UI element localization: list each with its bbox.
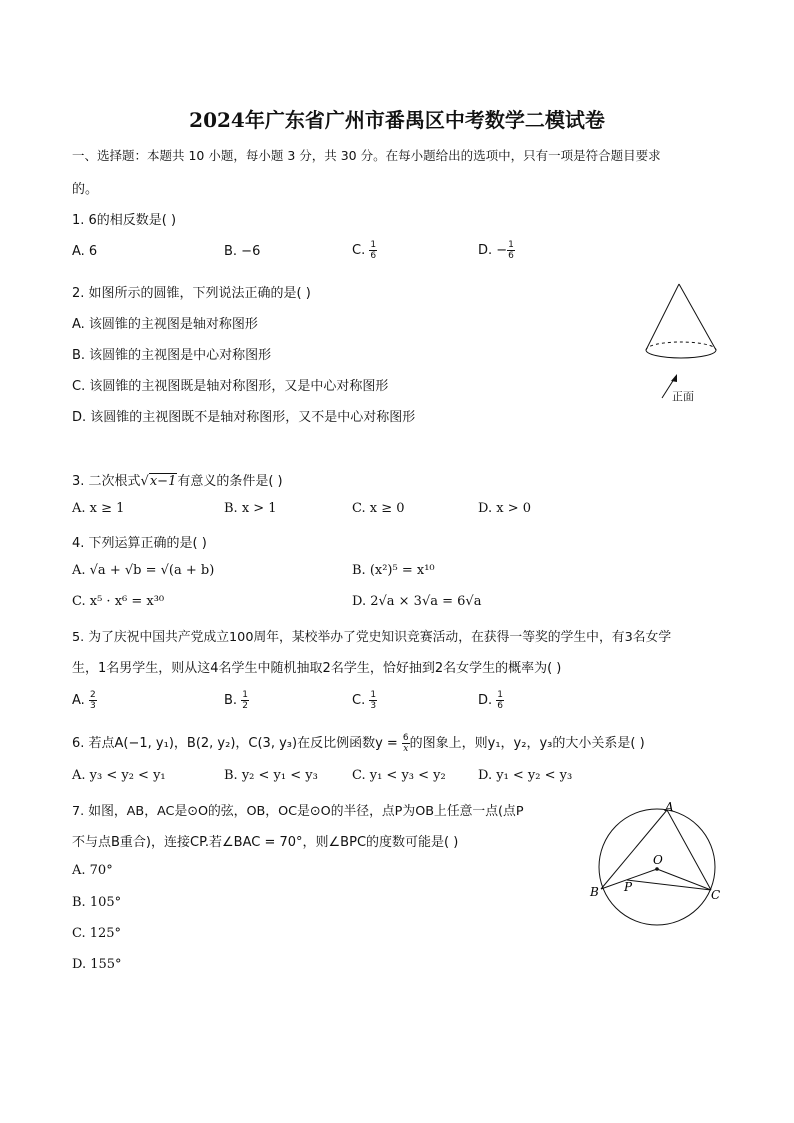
chord-ac: [667, 810, 711, 890]
q3-option-a: A. x ≥ 1: [72, 501, 125, 516]
question-2-stem: 2. 如图所示的圆锥，下列说法正确的是( ): [72, 286, 311, 301]
question-5-stem-cont: 生，1名男学生，则从这4名学生中随机抽取2名学生，恰好抽到2名女学生的概率为( ): [72, 661, 562, 676]
q6-option-a: A. y₃ < y₂ < y₁: [72, 768, 166, 783]
q7-option-a: A. 70°: [72, 863, 113, 878]
q1-option-d: D. − $\frac{1}{6}$: [478, 240, 514, 261]
q4-option-d: D. 2√a × 3√a = 6√a: [352, 594, 482, 609]
question-7-stem-cont: 不与点B重合)，连接CP.若∠BAC = 70°，则∠BPC的度数可能是( ): [72, 835, 459, 850]
q1-option-a: A. 6: [72, 244, 98, 259]
q1-option-b: B. −6: [224, 244, 261, 259]
question-4-stem: 4. 下列运算正确的是( ): [72, 536, 207, 551]
q5-option-d: D. $\frac{1}{6}$: [478, 690, 504, 711]
q7-option-c: C. 125°: [72, 926, 122, 941]
question-5-stem: 5. 为了庆祝中国共产党成立100周年，某校举办了党史知识竞赛活动，在获得一等奖的学生中，有3名女学: [72, 630, 672, 645]
q2-option-b: B. 该圆锥的主视图是中心对称图形: [72, 348, 272, 363]
q3-option-d: D. x > 0: [478, 501, 531, 516]
q7-option-d: D. 155°: [72, 957, 122, 972]
label-a: A: [665, 800, 674, 814]
cone-front-label: 正面: [672, 390, 694, 403]
q6-option-d: D. y₁ < y₂ < y₃: [478, 768, 573, 783]
label-p: P: [624, 880, 633, 894]
question-7-stem: 7. 如图，AB，AC是⊙O的弦，OB，OC是⊙O的半径，点P为OB上任意一点(点P: [72, 804, 524, 819]
question-1-stem: 1. 6的相反数是( ): [72, 213, 177, 228]
q2-option-d: D. 该圆锥的主视图既不是轴对称图形，又不是中心对称图形: [72, 410, 416, 425]
q3-option-c: C. x ≥ 0: [352, 501, 405, 516]
q1-option-c: C. $\frac{1}{6}$: [352, 240, 377, 261]
question-6-stem: 6. 若点A(−1, y₁)，B(2, y₂)，C(3, y₃)在反比例函数y = $\frac{6}{x}$ 的图象上，则y₁，y₂，y₃的大小关系是( ): [72, 733, 645, 754]
label-o: O: [653, 853, 663, 867]
q5-option-c: C. $\frac{1}{3}$: [352, 690, 377, 711]
section-header-cont: 的。: [72, 182, 99, 197]
q5-option-a: A. $\frac{2}{3}$: [72, 690, 96, 711]
q2-option-a: A. 该圆锥的主视图是轴对称图形: [72, 317, 258, 332]
label-b: B: [590, 885, 599, 899]
q5-option-b: B. $\frac{1}{2}$: [224, 690, 248, 711]
label-c: C: [711, 888, 721, 902]
q3-option-b: B. x > 1: [224, 501, 277, 516]
q7-option-b: B. 105°: [72, 895, 122, 910]
center-point: [655, 867, 659, 871]
question-3-stem: 3. 二次根式√x−1有意义的条件是( ): [72, 474, 283, 489]
q4-option-c: C. x⁵ · x⁶ = x³⁰: [72, 594, 165, 609]
page-title: 2024年广东省广州市番禺区中考数学二模试卷: [189, 108, 605, 132]
q2-option-c: C. 该圆锥的主视图既是轴对称图形，又是中心对称图形: [72, 379, 389, 394]
q4-option-a: A. √a + √b = √(a + b): [72, 563, 215, 578]
circle-figure: [585, 795, 735, 935]
circle-o: [599, 809, 715, 925]
q6-option-b: B. y₂ < y₁ < y₃: [224, 768, 318, 783]
section-header: 一、选择题：本题共 10 小题，每小题 3 分，共 30 分。在每小题给出的选项中，只有一项是符合题目要求: [72, 148, 661, 163]
cone-figure: [630, 280, 740, 405]
q4-option-b: B. (x²)⁵ = x¹⁰: [352, 563, 435, 578]
q6-option-c: C. y₁ < y₃ < y₂: [352, 768, 446, 783]
